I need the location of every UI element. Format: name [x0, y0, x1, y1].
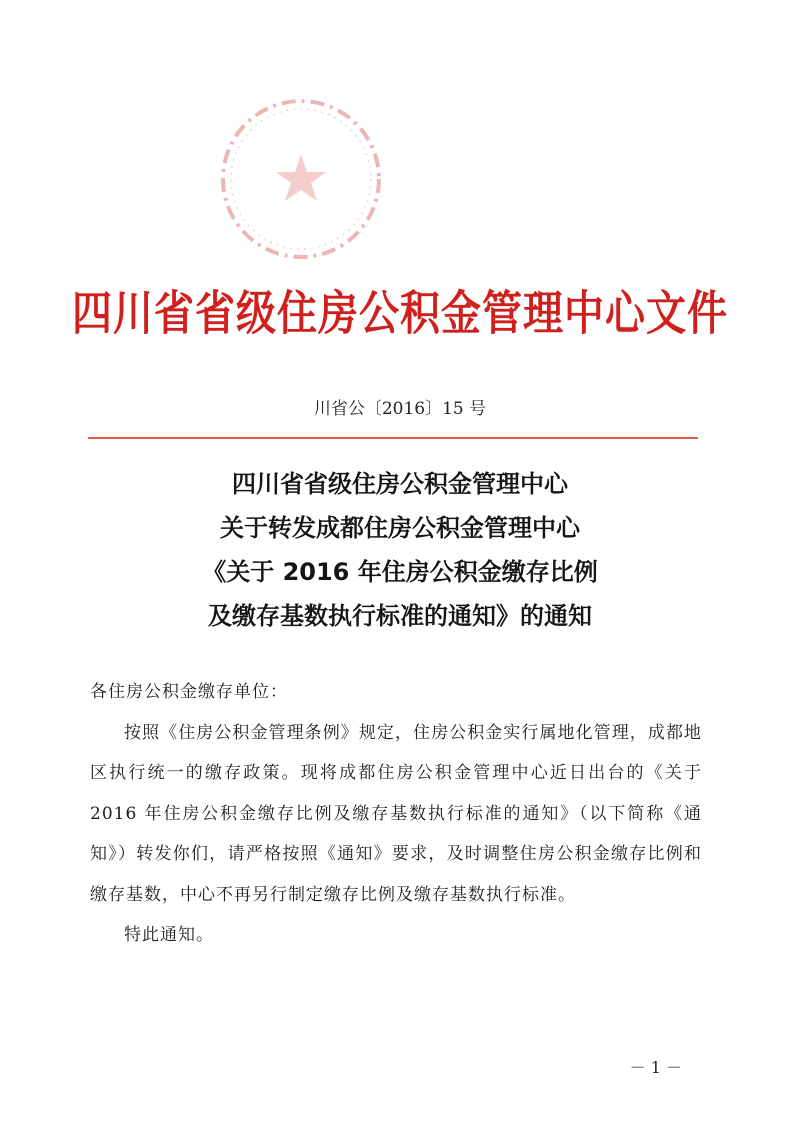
notice-title-line: 四川省省级住房公积金管理中心 [232, 470, 568, 498]
notice-title-line: 《关于 2016 年住房公积金缴存比例 [202, 558, 598, 586]
notice-title-line: 及缴存基数执行标准的通知》的通知 [208, 602, 592, 630]
official-seal-icon [218, 96, 384, 262]
notice-body [90, 672, 702, 956]
red-divider-line [88, 437, 698, 439]
body-paragraph: 按照《住房公积金管理条例》规定，住房公积金实行属地化管理，成都地区执行统一的缴存政策。现将成都住房公积金管理中心近日出台的《关于 2016 年住房公积金缴存比例及缴存基数执行标准的通知》（以下简称《通知》）转发你们，请严格按照《通知》要求，及时调整住房公积金缴存比例和缴存基数，中心不再另行制定缴存比例及缴存基数执行标准。 [90, 722, 702, 905]
notice-title [0, 462, 800, 638]
document-number: 川省公〔2016〕15 号 [313, 399, 487, 419]
page-number: － 1 － [629, 1058, 682, 1077]
salutation: 各住房公积金缴存单位： [90, 682, 288, 702]
notice-title-line: 关于转发成都住房公积金管理中心 [220, 514, 580, 542]
closing-line: 特此通知。 [124, 925, 214, 945]
issuing-authority-header: 四川省省级住房公积金管理中心文件 [72, 286, 728, 342]
